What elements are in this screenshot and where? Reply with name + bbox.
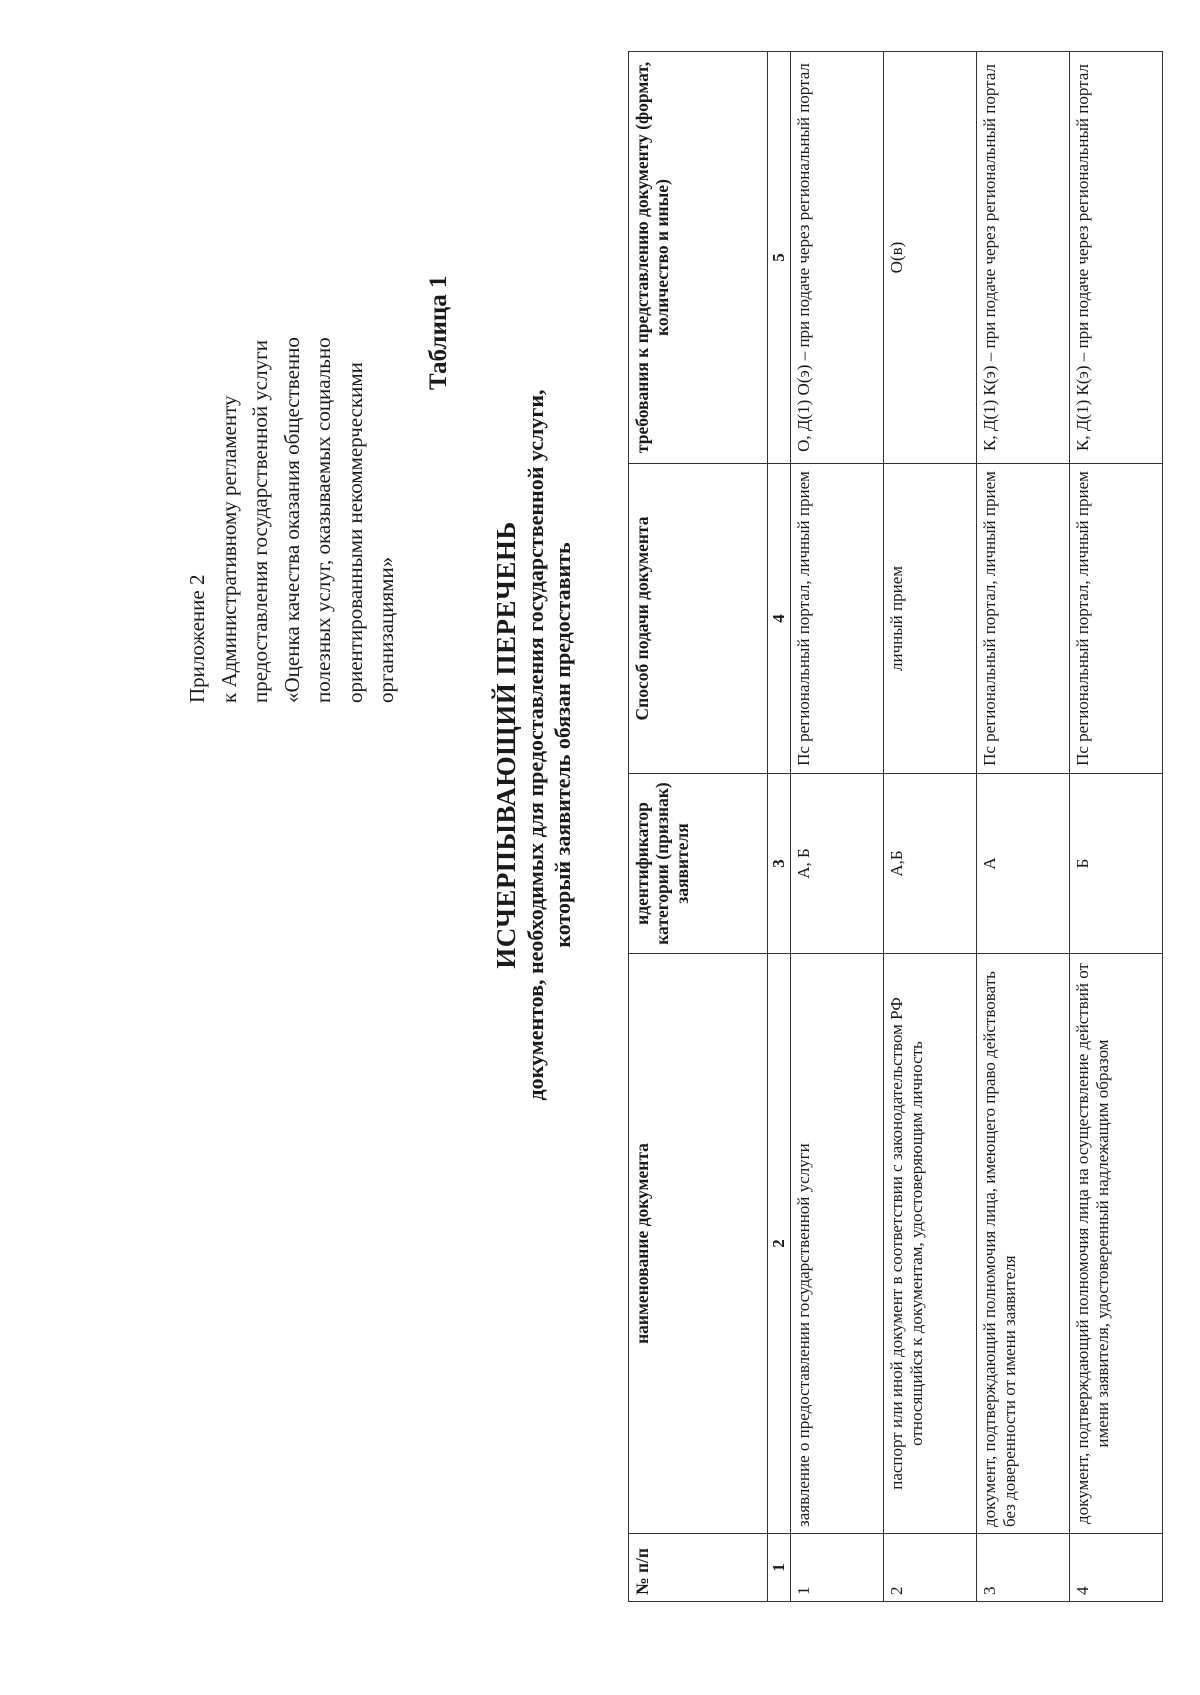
row-category: А, Б xyxy=(791,774,884,954)
document-heading: ИСЧЕРПЫВАЮЩИЙ ПЕРЕЧЕНЬ xyxy=(491,521,521,969)
header-cell-requirements: требования к представлению документу (формат, количество и иные) xyxy=(629,52,768,464)
appendix-line: ориентированными некоммерческими xyxy=(342,362,367,703)
column-number: 1 xyxy=(768,1534,791,1602)
appendix-line: предоставления государственной услуги xyxy=(248,340,272,703)
row-number: 3 xyxy=(977,1534,1070,1602)
column-number-row xyxy=(768,52,791,1602)
row-method: Пс региональный портал, личный прием xyxy=(791,464,884,774)
table-row xyxy=(1070,52,1163,1602)
row-requirements: О, Д(1) О(э) – при подаче через региональный портал xyxy=(791,52,884,464)
subheading-line: документов, необходимых для предоставления государственной услуги, xyxy=(523,389,548,1101)
header-cell-document-name: наименование документа xyxy=(629,954,768,1534)
table-row xyxy=(884,52,977,1602)
header-cell-category: идентификатор категории (признак) заявителя xyxy=(629,774,768,954)
document-title-block xyxy=(490,95,576,1395)
appendix-note xyxy=(182,133,403,703)
header-cell-method: Способ подачи документа xyxy=(629,464,768,774)
row-number: 1 xyxy=(791,1534,884,1602)
row-category: А,Б xyxy=(884,774,977,954)
column-number: 5 xyxy=(768,52,791,464)
appendix-line: Приложение 2 xyxy=(185,574,209,703)
row-number: 2 xyxy=(884,1534,977,1602)
appendix-line: полезных услуг, оказываемых социально xyxy=(311,337,335,703)
table-row xyxy=(791,52,884,1602)
row-requirements: К, Д(1) К(э) – при подаче через региональный портал xyxy=(977,52,1070,464)
header-cell-number: № п/п xyxy=(629,1534,768,1602)
row-number: 4 xyxy=(1070,1534,1163,1602)
row-category: А xyxy=(977,774,1070,954)
column-number: 3 xyxy=(768,774,791,954)
row-requirements: О(в) xyxy=(884,52,977,464)
column-number: 2 xyxy=(768,954,791,1534)
subheading-line: который заявитель обязан предоставить xyxy=(550,542,575,948)
document-subheading xyxy=(522,95,576,1395)
appendix-line: «Оценка качества оказания общественно xyxy=(279,337,304,703)
row-method: Пс региональный портал, личный прием xyxy=(1070,464,1163,774)
row-method: личный прием xyxy=(884,464,977,774)
row-document-name: паспорт или иной документ в соответствии с законодательством РФ относящийся к документам, удостоверяющим личность xyxy=(884,954,977,1534)
appendix-line: организациями» xyxy=(374,556,398,703)
row-method: Пс региональный портал, личный прием xyxy=(977,464,1070,774)
appendix-line: к Административному регламенту xyxy=(216,395,241,703)
row-document-name: документ, подтверждающий полномочия лица на осуществление действий от имени заявителя, удостоверенный надлежащим образом xyxy=(1070,954,1163,1534)
row-category: Б xyxy=(1070,774,1163,954)
table-header-row xyxy=(629,52,768,1602)
table-number: Таблица 1 xyxy=(425,275,452,390)
row-document-name: документ, подтверждающий полномочия лица, имеющего право действовать без доверенности от имени заявителя xyxy=(977,954,1070,1534)
row-document-name: заявление о предоставлении государственной услуги xyxy=(791,954,884,1534)
documents-table xyxy=(628,51,1163,1602)
row-requirements: К, Д(1) К(э) – при подаче через региональный портал xyxy=(1070,52,1163,464)
table-row xyxy=(977,52,1070,1602)
column-number: 4 xyxy=(768,464,791,774)
